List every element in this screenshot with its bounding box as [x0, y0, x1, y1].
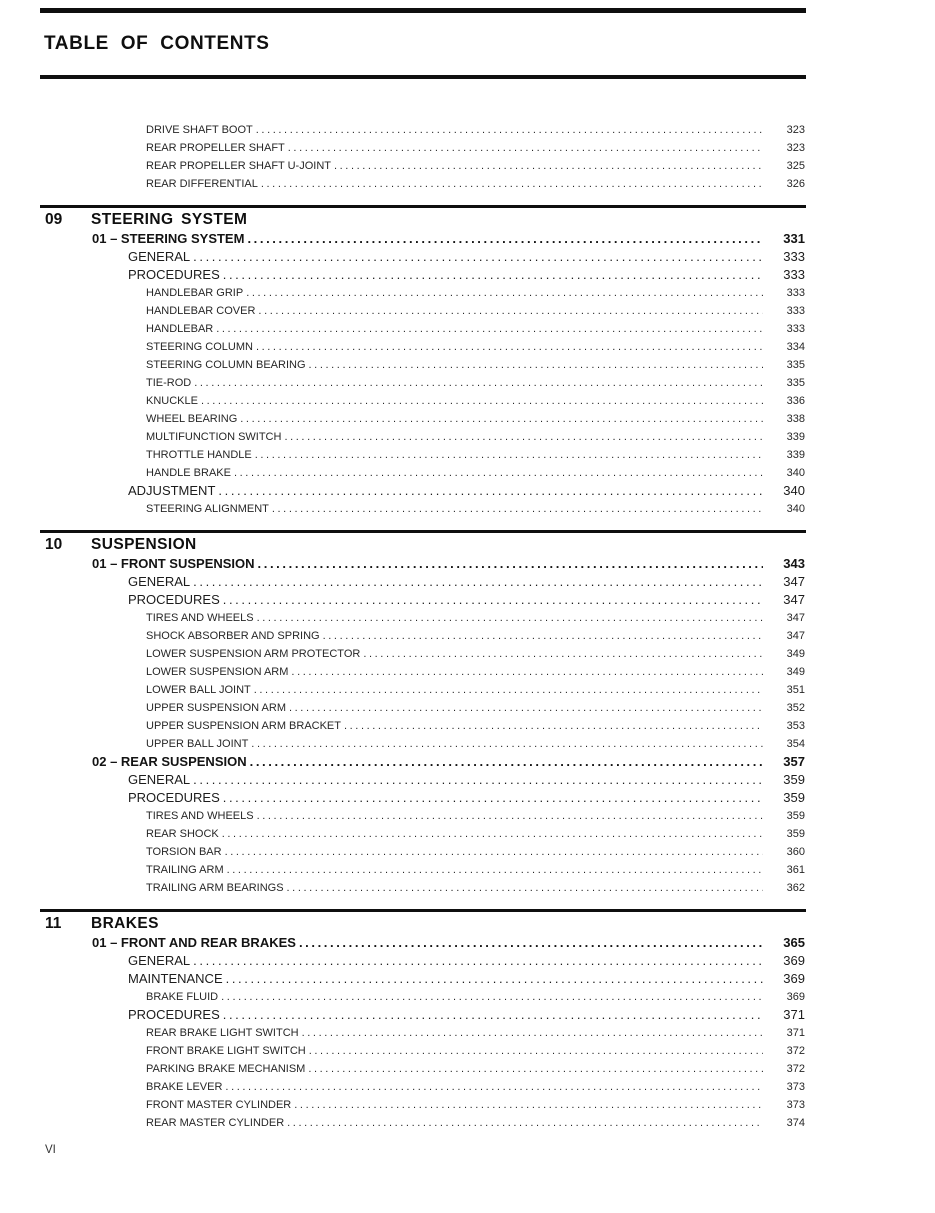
dot-leader	[288, 139, 763, 157]
toc-entry-label: LOWER SUSPENSION ARM PROTECTOR	[146, 648, 361, 660]
toc-entry-page: 325	[786, 160, 805, 172]
toc-entry	[45, 591, 805, 609]
toc-entry-label: BRAKE LEVER	[146, 1081, 223, 1093]
toc-entry	[45, 320, 805, 338]
toc-entry-label: GENERAL	[128, 574, 191, 589]
toc-entry-label: FRONT BRAKE LIGHT SWITCH	[146, 1045, 306, 1057]
dot-leader	[256, 121, 763, 139]
toc-entry-page: 333	[786, 287, 805, 299]
toc	[45, 121, 805, 1132]
toc-entry	[45, 139, 805, 157]
toc-entry	[45, 717, 805, 735]
top-rule	[40, 8, 806, 13]
toc-entry	[45, 861, 805, 879]
toc-entry-label: HANDLEBAR	[146, 323, 214, 335]
toc-entry-page: 359	[786, 828, 805, 840]
chapter-heading	[45, 208, 805, 230]
toc-entry-label: REAR PROPELLER SHAFT U-JOINT	[146, 160, 331, 172]
toc-entry	[45, 374, 805, 392]
dot-leader	[299, 934, 763, 952]
toc-entry-label: 01 – FRONT AND REAR BRAKES	[92, 935, 296, 950]
toc-entry	[45, 302, 805, 320]
toc-entry-page: 362	[786, 882, 805, 894]
toc-entry-label: ADJUSTMENT	[128, 483, 216, 498]
toc-entry-page: 372	[786, 1063, 805, 1075]
toc-entry-label: TIRES AND WHEELS	[146, 612, 254, 624]
toc-entry-page: 357	[783, 754, 805, 769]
chapter-number: 11	[45, 915, 62, 932]
toc-entry-label: WHEEL BEARING	[146, 413, 238, 425]
toc-entry-page: 338	[786, 413, 805, 425]
dot-leader	[193, 771, 763, 789]
toc-entry-page: 371	[786, 1027, 805, 1039]
toc-entry-page: 349	[786, 648, 805, 660]
toc-entry-page: 373	[786, 1081, 805, 1093]
dot-leader	[272, 500, 763, 518]
toc-entry	[45, 663, 805, 681]
toc-entry-label: 02 – REAR SUSPENSION	[92, 754, 247, 769]
toc-entry-page: 347	[786, 612, 805, 624]
toc-entry-label: TRAILING ARM BEARINGS	[146, 882, 284, 894]
toc-entry-label: PROCEDURES	[128, 1007, 220, 1022]
toc-entry-label: TORSION BAR	[146, 846, 222, 858]
toc-entry-page: 349	[786, 666, 805, 678]
toc-entry	[45, 248, 805, 266]
toc-entry-label: UPPER SUSPENSION ARM BRACKET	[146, 720, 341, 732]
toc-entry	[45, 681, 805, 699]
toc-entry-label: UPPER SUSPENSION ARM	[146, 702, 286, 714]
toc-entry-label: REAR PROPELLER SHAFT	[146, 142, 285, 154]
toc-entry-label: STEERING ALIGNMENT	[146, 503, 269, 515]
dot-leader	[363, 645, 763, 663]
toc-entry-label: HANDLEBAR GRIP	[146, 287, 244, 299]
dot-leader	[193, 952, 763, 970]
toc-entry-page: 333	[783, 249, 805, 264]
chapter-number: 10	[45, 536, 63, 553]
toc-entry-page: 369	[783, 971, 805, 986]
toc-entry-page: 335	[786, 359, 805, 371]
toc-entry	[45, 500, 805, 518]
toc-entry	[45, 1006, 805, 1024]
toc-entry-page: 323	[786, 142, 805, 154]
toc-entry-page: 340	[783, 483, 805, 498]
toc-entry-label: STEERING COLUMN BEARING	[146, 359, 306, 371]
toc-entry	[45, 1042, 805, 1060]
toc-entry-page: 347	[786, 630, 805, 642]
dot-leader	[240, 410, 763, 428]
toc-entry	[45, 843, 805, 861]
toc-entry	[45, 338, 805, 356]
toc-entry-page: 372	[786, 1045, 805, 1057]
toc-entry-page: 339	[786, 431, 805, 443]
toc-entry-label: SHOCK ABSORBER AND SPRING	[146, 630, 320, 642]
dot-leader	[323, 627, 763, 645]
toc-entry	[45, 771, 805, 789]
dot-leader	[216, 320, 763, 338]
chapter-title: BRAKES	[91, 915, 159, 932]
toc-entry	[45, 609, 805, 627]
chapter-number: 09	[45, 211, 63, 228]
toc-entry-label: TRAILING ARM	[146, 864, 224, 876]
toc-entry	[45, 284, 805, 302]
toc-entry	[45, 807, 805, 825]
toc-entry-page: 347	[783, 592, 805, 607]
toc-chapter-section-11	[45, 909, 805, 1132]
dot-leader	[227, 861, 763, 879]
toc-entry-page: 335	[786, 377, 805, 389]
toc-entry	[45, 121, 805, 139]
toc-entry-label: 01 – FRONT SUSPENSION	[92, 556, 255, 571]
toc-entry	[45, 175, 805, 193]
toc-entry-page: 352	[786, 702, 805, 714]
page-title: TABLE OF CONTENTS	[44, 33, 270, 54]
toc-entry	[45, 428, 805, 446]
dot-leader	[225, 843, 763, 861]
toc-entry-page: 336	[786, 395, 805, 407]
toc-entry	[45, 825, 805, 843]
toc-entry-page: 351	[786, 684, 805, 696]
dot-leader	[223, 1006, 763, 1024]
dot-leader	[302, 1024, 763, 1042]
dot-leader	[261, 175, 763, 193]
footer-page-number: VI	[45, 1144, 56, 1156]
toc-entry-label: STEERING COLUMN	[146, 341, 253, 353]
toc-entry	[45, 988, 805, 1006]
toc-entry-page: 340	[786, 467, 805, 479]
chapter-title: SUSPENSION	[91, 536, 197, 553]
toc-entry	[45, 952, 805, 970]
toc-entry-label: PROCEDURES	[128, 592, 220, 607]
toc-entry-label: GENERAL	[128, 772, 191, 787]
dot-leader	[246, 284, 763, 302]
dot-leader	[257, 609, 763, 627]
toc-entry-label: REAR BRAKE LIGHT SWITCH	[146, 1027, 299, 1039]
toc-entry	[45, 627, 805, 645]
toc-entry-label: REAR DIFFERENTIAL	[146, 178, 258, 190]
toc-entry-label: UPPER BALL JOINT	[146, 738, 249, 750]
toc-entry-page: 333	[783, 267, 805, 282]
toc-entry-page: 326	[786, 178, 805, 190]
dot-leader	[251, 735, 763, 753]
toc-entry-page: 340	[786, 503, 805, 515]
toc-entry	[45, 1078, 805, 1096]
dot-leader	[289, 699, 763, 717]
toc-entry-page: 361	[786, 864, 805, 876]
chapter-heading	[45, 912, 805, 934]
toc-entry-label: 01 – STEERING SYSTEM	[92, 231, 245, 246]
toc-entry	[45, 1096, 805, 1114]
toc-entry-label: PROCEDURES	[128, 790, 220, 805]
dot-leader	[223, 789, 763, 807]
toc-entry-label: TIRES AND WHEELS	[146, 810, 254, 822]
dot-leader	[222, 825, 763, 843]
toc-entry-page: 347	[783, 574, 805, 589]
toc-chapter-section-09	[45, 205, 805, 518]
dot-leader	[258, 302, 763, 320]
toc-entry	[45, 410, 805, 428]
dot-leader	[287, 1114, 763, 1132]
dot-leader	[255, 446, 763, 464]
toc-entry-label: REAR MASTER CYLINDER	[146, 1117, 285, 1129]
dot-leader	[284, 428, 763, 446]
toc-entry-page: 339	[786, 449, 805, 461]
toc-entry-label: BRAKE FLUID	[146, 991, 219, 1003]
toc-entry-label: HANDLE BRAKE	[146, 467, 231, 479]
toc-entry	[45, 157, 805, 175]
toc-entry	[45, 753, 805, 771]
toc-chapter-section-10	[45, 530, 805, 897]
toc-entry-page: 365	[783, 935, 805, 950]
dot-leader	[226, 970, 763, 988]
toc-entry-page: 333	[786, 305, 805, 317]
toc-entry-page: 359	[786, 810, 805, 822]
toc-entry	[45, 735, 805, 753]
toc-entry-page: 331	[783, 231, 805, 246]
toc-entry	[45, 645, 805, 663]
dot-leader	[225, 1078, 763, 1096]
chapter-title: STEERING SYSTEM	[91, 211, 248, 228]
toc-entry-page: 354	[786, 738, 805, 750]
toc-entry-page: 359	[783, 790, 805, 805]
dot-leader	[294, 1096, 763, 1114]
toc-entry-page: 353	[786, 720, 805, 732]
toc-entry-page: 369	[786, 991, 805, 1003]
toc-entry-page: 360	[786, 846, 805, 858]
toc-entry-label: KNUCKLE	[146, 395, 198, 407]
toc-entry	[45, 230, 805, 248]
toc-entry	[45, 464, 805, 482]
toc-entry-label: HANDLEBAR COVER	[146, 305, 256, 317]
toc-entry-label: PARKING BRAKE MECHANISM	[146, 1063, 306, 1075]
dot-leader	[309, 356, 763, 374]
toc-entry	[45, 573, 805, 591]
toc-entry-page: 371	[783, 1007, 805, 1022]
dot-leader	[334, 157, 763, 175]
dot-leader	[254, 681, 763, 699]
toc-entry	[45, 1114, 805, 1132]
toc-entry	[45, 970, 805, 988]
chapter-heading	[45, 533, 805, 555]
dot-leader	[223, 591, 763, 609]
dot-leader	[291, 663, 763, 681]
dot-leader	[308, 1060, 763, 1078]
dot-leader	[258, 555, 763, 573]
toc-entry	[45, 392, 805, 410]
dot-leader	[247, 230, 763, 248]
dot-leader	[193, 573, 763, 591]
toc-entry	[45, 934, 805, 952]
toc-entry	[45, 879, 805, 897]
toc-entry-label: THROTTLE HANDLE	[146, 449, 252, 461]
toc-entry-page: 323	[786, 124, 805, 136]
toc-entry-label: TIE-ROD	[146, 377, 192, 389]
toc-entry-label: LOWER SUSPENSION ARM	[146, 666, 289, 678]
toc-entry-page: 373	[786, 1099, 805, 1111]
dot-leader	[218, 482, 763, 500]
toc-entry	[45, 1060, 805, 1078]
toc-entry-label: GENERAL	[128, 249, 191, 264]
toc-entry-label: GENERAL	[128, 953, 191, 968]
dot-leader	[250, 753, 763, 771]
dot-leader	[193, 248, 763, 266]
toc-entry	[45, 555, 805, 573]
toc-entry-label: MULTIFUNCTION SWITCH	[146, 431, 282, 443]
toc-entry-label: FRONT MASTER CYLINDER	[146, 1099, 292, 1111]
dot-leader	[344, 717, 763, 735]
toc-entry-page: 343	[783, 556, 805, 571]
toc-entry-page: 374	[786, 1117, 805, 1129]
dot-leader	[223, 266, 763, 284]
dot-leader	[287, 879, 763, 897]
toc-entry	[45, 356, 805, 374]
toc-entry-page: 369	[783, 953, 805, 968]
toc-entry	[45, 482, 805, 500]
dot-leader	[234, 464, 763, 482]
toc-entry-page: 333	[786, 323, 805, 335]
dot-leader	[221, 988, 763, 1006]
toc-entry-page: 359	[783, 772, 805, 787]
toc-intro-section	[45, 121, 805, 193]
dot-leader	[256, 338, 763, 356]
toc-entry	[45, 266, 805, 284]
toc-entry-label: PROCEDURES	[128, 267, 220, 282]
title-underline-rule	[40, 75, 806, 79]
toc-entry-label: MAINTENANCE	[128, 971, 223, 986]
dot-leader	[201, 392, 763, 410]
toc-entry	[45, 1024, 805, 1042]
toc-entry-page: 334	[786, 341, 805, 353]
toc-entry-label: REAR SHOCK	[146, 828, 219, 840]
dot-leader	[257, 807, 763, 825]
toc-entry	[45, 699, 805, 717]
toc-entry-label: LOWER BALL JOINT	[146, 684, 251, 696]
toc-entry	[45, 789, 805, 807]
toc-entry-label: DRIVE SHAFT BOOT	[146, 124, 253, 136]
dot-leader	[309, 1042, 763, 1060]
dot-leader	[194, 374, 763, 392]
toc-entry	[45, 446, 805, 464]
